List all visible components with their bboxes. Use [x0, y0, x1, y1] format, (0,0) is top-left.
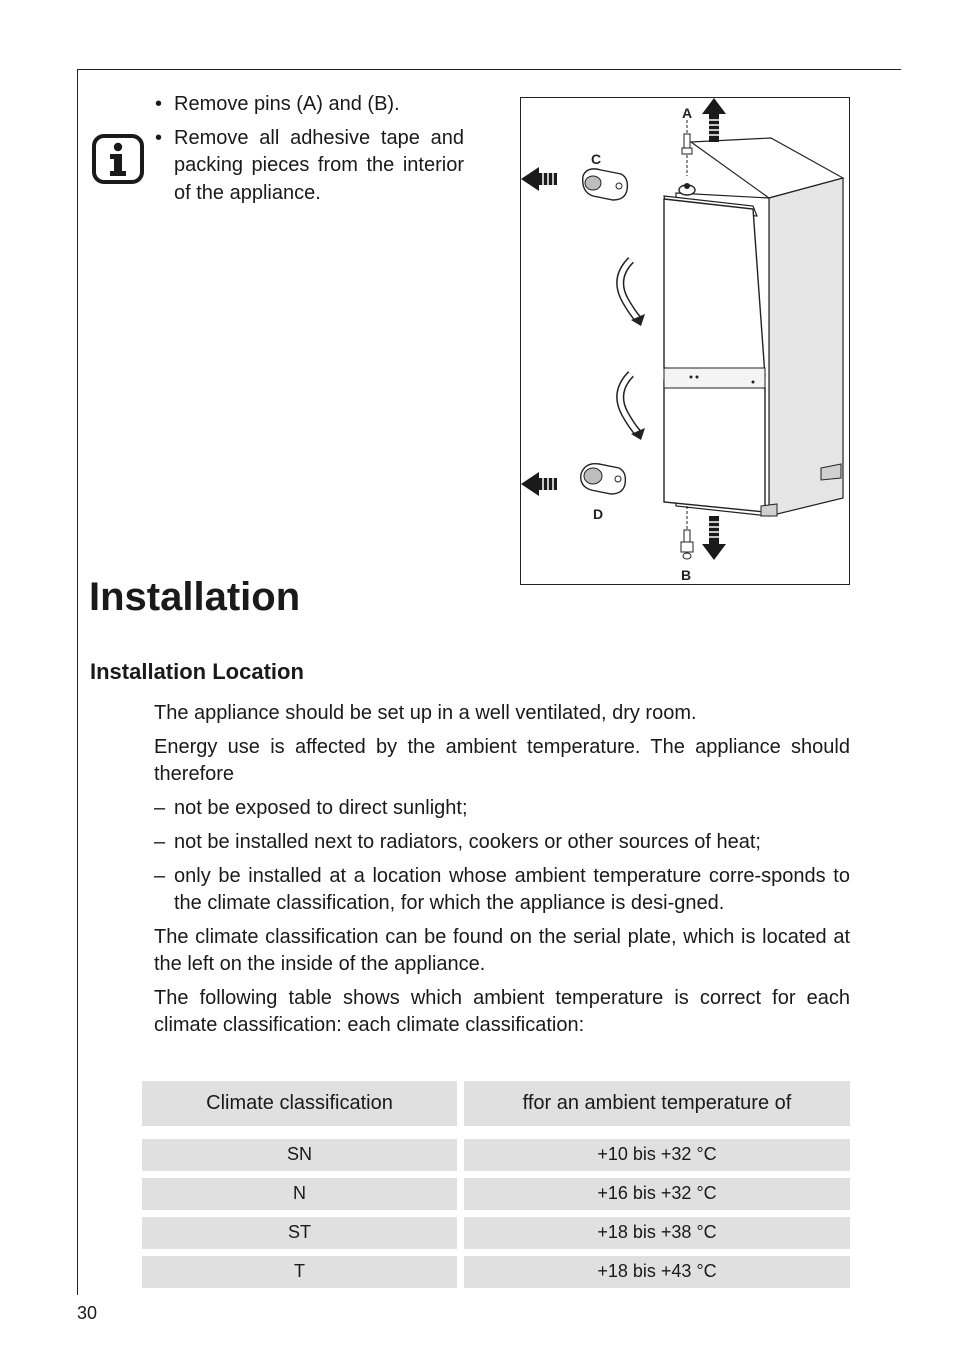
paragraph: The following table shows which ambient temperature is correct for each climate classification: each climate classification:: [154, 987, 850, 1036]
arrow-down-icon: [702, 516, 726, 560]
table-header-cell: ffor an ambient temperature of: [464, 1081, 850, 1126]
table-cell: T: [142, 1256, 457, 1288]
table-cell: ST: [142, 1217, 457, 1249]
table-cell: +16 bis +32 °C: [464, 1178, 850, 1210]
section-title: Installation Location: [90, 659, 304, 684]
arrow-up-icon: [702, 98, 726, 142]
page-title: Installation: [89, 575, 301, 619]
paragraph: Energy use is affected by the ambient temperature. The appliance should therefore: [154, 736, 850, 785]
arrow-left-icon: [521, 167, 557, 191]
instruction-list: [154, 91, 464, 213]
table-cell: +18 bis +43 °C: [464, 1256, 850, 1288]
label-a: A: [682, 105, 693, 121]
climate-table: [142, 1081, 850, 1295]
table-cell: +10 bis +32 °C: [464, 1139, 850, 1171]
dash-item: – not be installed next to radiators, cookers or other sources of heat;: [154, 829, 850, 856]
rotate-arrow-icon: [620, 260, 645, 326]
label-d: D: [593, 506, 604, 522]
table-row: [142, 1256, 850, 1288]
instruction-item: • Remove all adhesive tape and packing pieces from the interior of the appliance.: [154, 125, 464, 208]
table-header-row: [142, 1081, 850, 1126]
top-rule: [77, 69, 901, 70]
fridge-installation-figure: [520, 97, 850, 585]
pin-icon: [681, 506, 693, 559]
table-row: [142, 1139, 850, 1171]
table-cell: N: [142, 1178, 457, 1210]
info-icon: [91, 133, 145, 185]
table-cell: +18 bis +38 °C: [464, 1217, 850, 1249]
dash-item: – not be exposed to direct sunlight;: [154, 795, 850, 822]
left-rule: [77, 69, 78, 1295]
hinge-cover-icon: [581, 464, 626, 494]
table-header-cell: Climate classification: [142, 1081, 457, 1126]
label-b: B: [681, 567, 692, 583]
table-row: [142, 1217, 850, 1249]
table-row: [142, 1178, 850, 1210]
instruction-item: • Remove pins (A) and (B).: [154, 91, 464, 119]
body-text: [154, 700, 850, 1046]
table-cell: SN: [142, 1139, 457, 1171]
label-c: C: [591, 151, 602, 167]
paragraph: The appliance should be set up in a well ventilated, dry room.: [154, 702, 697, 724]
page-number: 30: [77, 1303, 98, 1323]
pin-icon: [679, 120, 695, 195]
dash-item: – only be installed at a location whose ambient temperature corre-sponds to the climate classification, for which the appliance is desi-gned.: [154, 863, 850, 917]
arrow-left-icon: [521, 472, 557, 496]
hinge-cover-icon: [583, 169, 628, 200]
paragraph: The climate classification can be found on the serial plate, which is located at the left on the inside of the appliance.: [154, 926, 850, 975]
rotate-arrow-icon: [620, 374, 645, 440]
